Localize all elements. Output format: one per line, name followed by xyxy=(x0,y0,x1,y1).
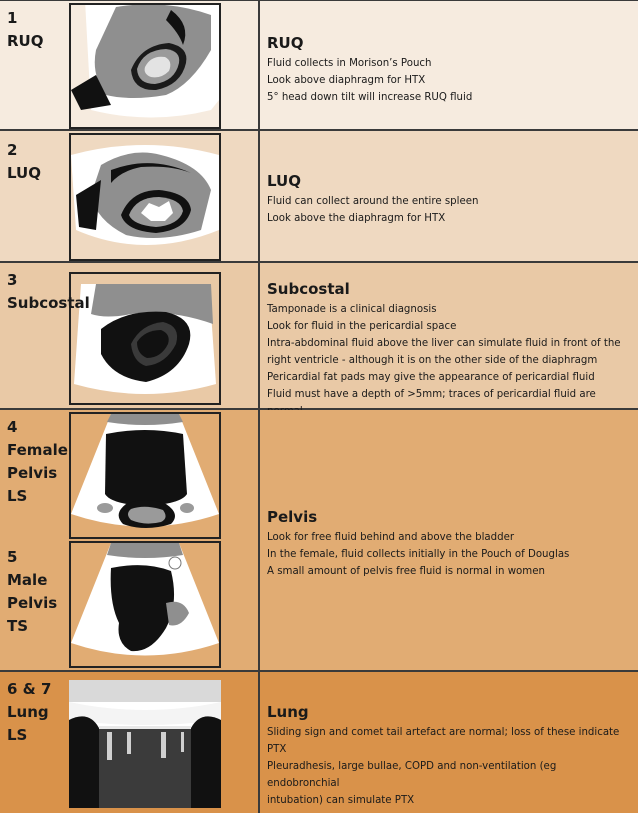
row-content-lung xyxy=(267,703,632,809)
row-title-pelvis: Pelvis xyxy=(267,508,318,526)
row-line: PTX xyxy=(267,744,287,755)
row-label-male-pelvis: 5 Male Pelvis TS xyxy=(7,548,58,635)
row-ruq xyxy=(0,0,638,131)
row-line: Fluid must have a depth of >5mm; traces of pericardial fluid are xyxy=(267,389,596,400)
column-divider xyxy=(258,0,260,813)
row-line: Tamponade is a clinical diagnosis xyxy=(267,304,437,315)
row-line: A small amount of pelvis free fluid is normal in women xyxy=(267,566,545,577)
row-line: Fluid can collect around the entire spleen xyxy=(267,196,479,207)
ultrasound-luq-image xyxy=(69,133,221,261)
row-luq xyxy=(0,131,638,263)
row-subcostal xyxy=(0,263,638,410)
row-line: Look for free fluid behind and above the bladder xyxy=(267,532,515,543)
ultrasound-subcostal-image xyxy=(69,272,221,405)
row-line: Intra-abdominal fluid above the liver can simulate fluid in front of the xyxy=(267,338,621,349)
row-label-lung: 6 & 7 Lung LS xyxy=(7,680,52,744)
row-label-ruq: 1 RUQ xyxy=(7,9,44,50)
row-line: Look above the diaphragm for HTX xyxy=(267,213,446,224)
row-line: Look for fluid in the pericardial space xyxy=(267,321,457,332)
row-content-pelvis xyxy=(267,508,632,580)
row-title-lung: Lung xyxy=(267,703,309,721)
row-title-ruq: RUQ xyxy=(267,34,304,52)
row-line: Sliding sign and comet tail artefact are normal; loss of these indicate xyxy=(267,727,620,738)
row-line: 5° head down tilt will increase RUQ fluid xyxy=(267,92,473,103)
row-title-luq: LUQ xyxy=(267,172,301,190)
row-pelvis xyxy=(0,410,638,672)
row-content-subcostal xyxy=(267,280,632,420)
row-line: right ventricle - although it is on the other side of the diaphragm xyxy=(267,355,598,366)
row-line: intubation) can simulate PTX xyxy=(267,795,415,806)
row-title-subcostal: Subcostal xyxy=(267,280,350,298)
row-line: Pericardial fat pads may give the appearance of pericardial fluid xyxy=(267,372,595,383)
row-line: Look above diaphragm for HTX xyxy=(267,75,426,86)
ultrasound-female-pelvis-image xyxy=(69,412,221,539)
row-label-subcostal: 3 Subcostal xyxy=(7,271,90,312)
row-content-ruq xyxy=(267,34,632,106)
row-lung xyxy=(0,672,638,813)
row-line: In the female, fluid collects initially in the Pouch of Douglas xyxy=(267,549,570,560)
ultrasound-ruq-image xyxy=(69,3,221,129)
row-line: Pleuradhesis, large bullae, COPD and non-ventilation (eg endobronchial xyxy=(267,761,557,789)
row-content-luq xyxy=(267,172,632,227)
row-label-female-pelvis: 4 Female Pelvis LS xyxy=(7,418,68,505)
ultrasound-lung-image xyxy=(69,680,221,808)
ultrasound-male-pelvis-image xyxy=(69,541,221,668)
row-line: Fluid collects in Morison’s Pouch xyxy=(267,58,432,69)
row-label-luq: 2 LUQ xyxy=(7,141,41,182)
